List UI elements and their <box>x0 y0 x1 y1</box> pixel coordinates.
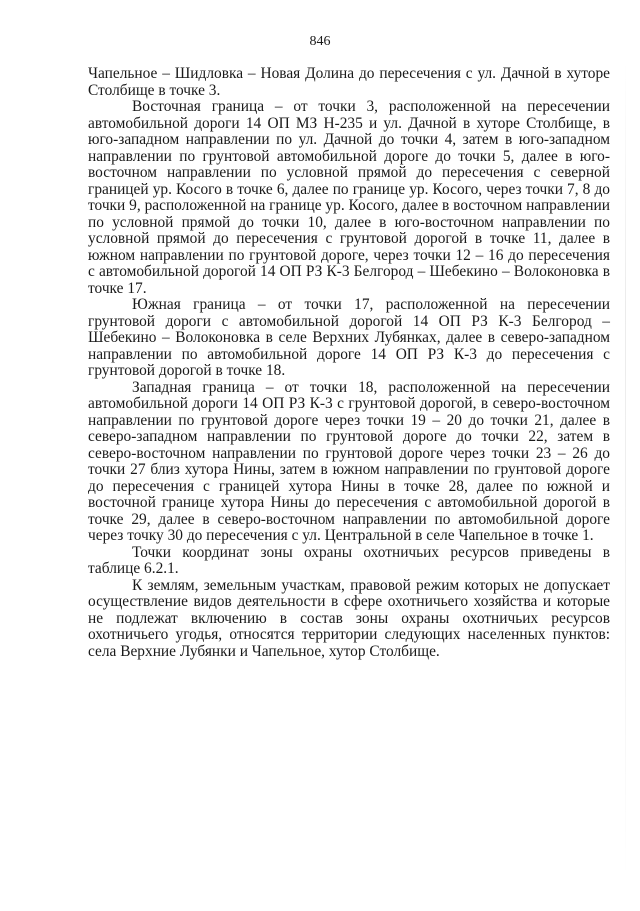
body-text <box>88 66 610 660</box>
scan-edge <box>625 60 626 880</box>
paragraph-southern-boundary: Южная граница – от точки 17, расположенной на пересечении грунтовой дороги с автомобильной дорогой 14 ОП РЗ К-3 Белгород – Шебекино – Волоконовка в селе Верхних Лубянках, далее в северо-западном направлении по автомобильной дороге 14 ОП РЗ К-3 до пересечения с грунтовой дорогой в точке 18. <box>88 296 610 379</box>
paragraph-excluded-lands: К землям, земельным участкам, правовой режим которых не допускает осуществление видов деятельности в сфере охотничьего хозяйства и которые не подлежат включению в состав зоны охраны охотничьих ресурсов охотничьего угодья, относятся территории следующих населенных пунктов: села Верхние Лубянки и Чапельное, хутор Столбище. <box>88 576 610 660</box>
paragraph-western-boundary: Западная граница – от точки 18, расположенной на пересечении автомобильной дороги 14 ОП РЗ К-3 с грунтовой дорогой, в северо-восточном направлении по грунтовой дороге через точки 19 – 20 до точки 21, далее в северо-западном направлении по грунтовой дороге до точки 22, затем в северо-восточном направлении по грунтовой дороге через точки 23 – 26 до точки 27 близ хутора Нины, затем в южном направлении по грунтовой дороге до пересечения с границей хутора Нины в точке 28, далее по южной и восточной границе хутора Нины до пересечения с автомобильной дорогой в точке 29, далее в северо-восточном направлении по автомобильной дороге через точку 30 до пересечения с ул. Центральной в селе Чапельное в точке 1. <box>88 378 610 544</box>
paragraph-eastern-boundary: Восточная граница – от точки 3, расположенной на пересечении автомобильной дороги 14 ОП МЗ Н-235 и ул. Дачной в хуторе Столбище, в юго-западном направлении по ул. Дачной до точки 4, затем в юго-западном направлении по грунтовой автомобильной дороге до точки 5, далее в юго-восточном направлении по условной прямой до пересечения с северной границей ур. Косого в точке 6, далее по границе ур. Косого, через точки 7, 8 до точки 9, расположенной на границе ур. Косого, далее в восточном направлении по условной прямой до точки 10, далее в юго-восточном направлении по условной прямой до пересечения с грунтовой дорогой в точке 11, далее в южном направлении по грунтовой дороге, через точки 12 – 16 до пересечения с автомобильной дорогой 14 ОП РЗ К-3 Белгород – Шебекино – Волоконовка в точке 17. <box>88 98 610 297</box>
page-number: 846 <box>309 34 331 49</box>
paragraph-coordinates-reference: Точки координат зоны охраны охотничьих ресурсов приведены в таблице 6.2.1. <box>88 543 610 577</box>
paragraph-continuation: Чапельное – Шидловка – Новая Долина до пересечения с ул. Дачной в хуторе Столбище в точке 3. <box>88 65 610 99</box>
